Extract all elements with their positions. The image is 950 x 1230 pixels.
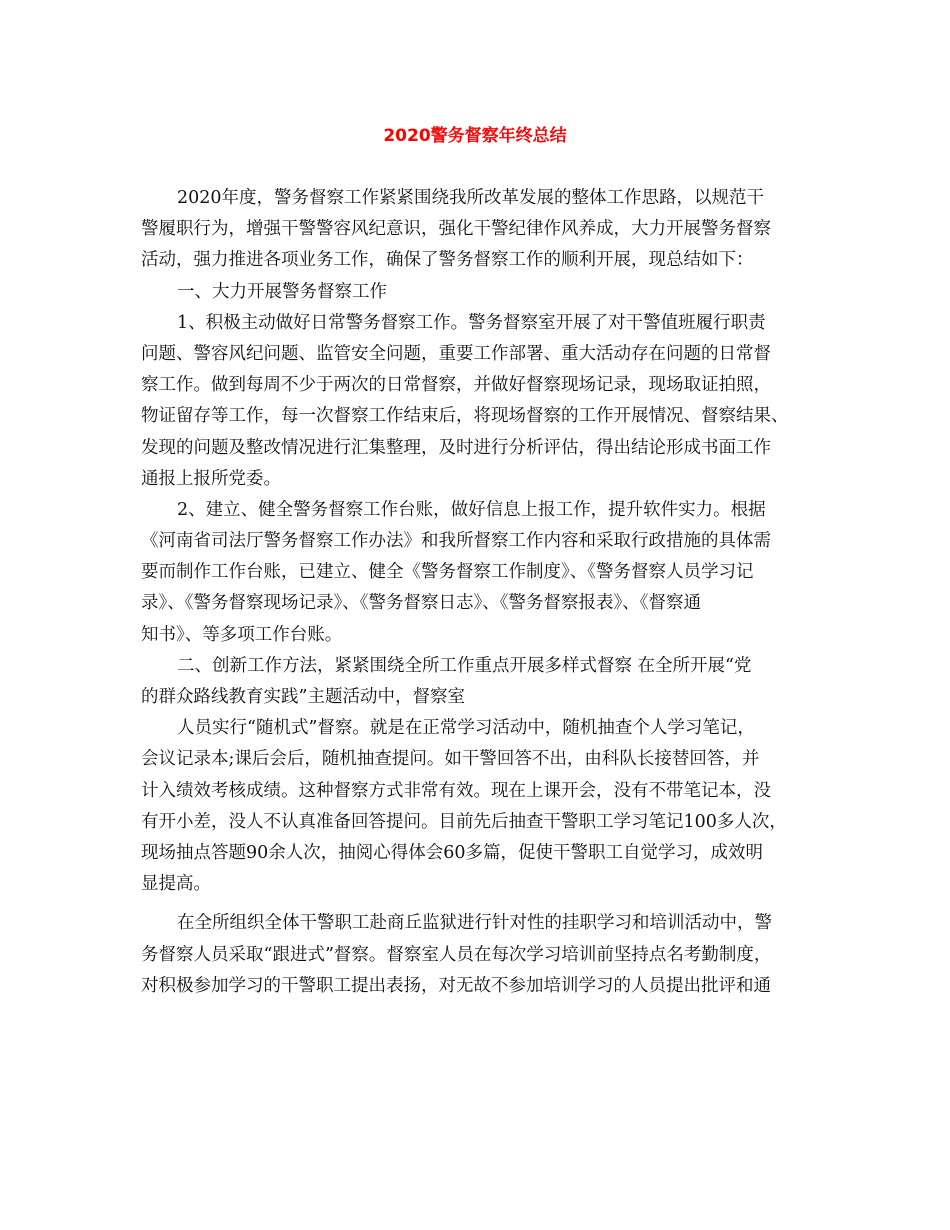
paragraph-line: 问题、警容风纪问题、监管安全问题，重要工作部署、重大活动存在问题的日常督 bbox=[141, 343, 771, 364]
paragraph-line: 物证留存等工作，每一次督察工作结束后，将现场督察的工作开展情况、督察结果、 bbox=[141, 406, 789, 427]
paragraph-line: 2020年度，警务督察工作紧紧围绕我所改革发展的整体工作思路，以规范干 bbox=[177, 188, 765, 208]
document-title: 2020警务督察年终总结 bbox=[383, 126, 567, 146]
paragraph-line: 的群众路线教育实践”主题活动中，督察室 bbox=[141, 687, 465, 707]
paragraph-line: 发现的问题及整改情况进行汇集整理，及时进行分析评估，得出结论形成书面工作 bbox=[141, 437, 771, 458]
paragraph-gap bbox=[141, 900, 831, 908]
paragraph-line: 人员实行“随机式”督察。就是在正常学习活动中，随机抽查个人学习笔记， bbox=[177, 718, 755, 739]
paragraph-line: 2、建立、健全警务督察工作台账，做好信息上报工作，提升软件实力。根据 bbox=[177, 499, 766, 520]
paragraph-line: 1、积极主动做好日常警务督察工作。警务督察室开展了对干警值班履行职责 bbox=[177, 312, 766, 333]
paragraph-line: 有开小差，没人不认真准备回答提问。目前先后抽查干警职工学习笔记100多人次， bbox=[141, 811, 787, 832]
paragraph-line: 通报上报所党委。 bbox=[141, 468, 281, 489]
paragraph-line: 在全所组织全体干警职工赴商丘监狱进行针对性的挂职学习和培训活动中，警 bbox=[177, 913, 772, 934]
paragraph-line: 对积极参加学习的干警职工提出表扬，对无故不参加培训学习的人员提出批评和通 bbox=[141, 975, 771, 996]
paragraph-line: 务督察人员采取“跟进式”督察。督察室人员在每次学习培训前坚持点名考勤制度， bbox=[141, 944, 772, 965]
paragraph-line: 现场抽点答题90余人次，抽阅心得体会60多篇，促使干警职工自觉学习，成效明 bbox=[141, 842, 764, 863]
paragraph-line: 知书》、等多项工作台账。 bbox=[141, 624, 343, 645]
section-heading: 一、大力开展警务督察工作 bbox=[177, 281, 387, 302]
section-heading: 二、创新工作方法，紧紧围绕全所工作重点开展多样式督察 在全所开展“党 bbox=[177, 655, 752, 676]
paragraph-line: 察工作。做到每周不少于两次的日常督察，并做好督察现场记录，现场取证拍照， bbox=[141, 375, 771, 396]
paragraph-line: 警履职行为，增强干警警容风纪意识，强化干警纪律作风养成，大力开展警务督察 bbox=[141, 219, 771, 240]
paragraph-line: 录》、《警务督察现场记录》、《警务督察日志》、《警务督察报表》、《督察通 bbox=[141, 593, 701, 614]
paragraph-line: 活动，强力推进各项业务工作，确保了警务督察工作的顺利开展，现总结如下： bbox=[141, 250, 754, 271]
paragraph-line: 要而制作工作台账，已建立、健全《警务督察工作制度》、《警务督察人员学习记 bbox=[141, 562, 754, 583]
paragraph-line: 《河南省司法厅警务督察工作办法》和我所督察工作内容和采取行政措施的具体需 bbox=[141, 531, 771, 552]
paragraph-line: 显提高。 bbox=[141, 874, 211, 895]
document-body bbox=[141, 183, 831, 1002]
paragraph-line: 会议记录本;课后会后，随机抽查提问。如干警回答不出，由科队长接替回答，并 bbox=[141, 749, 760, 770]
paragraph-line: 计入绩效考核成绩。这种督察方式非常有效。现在上课开会，没有不带笔记本，没 bbox=[141, 780, 771, 801]
